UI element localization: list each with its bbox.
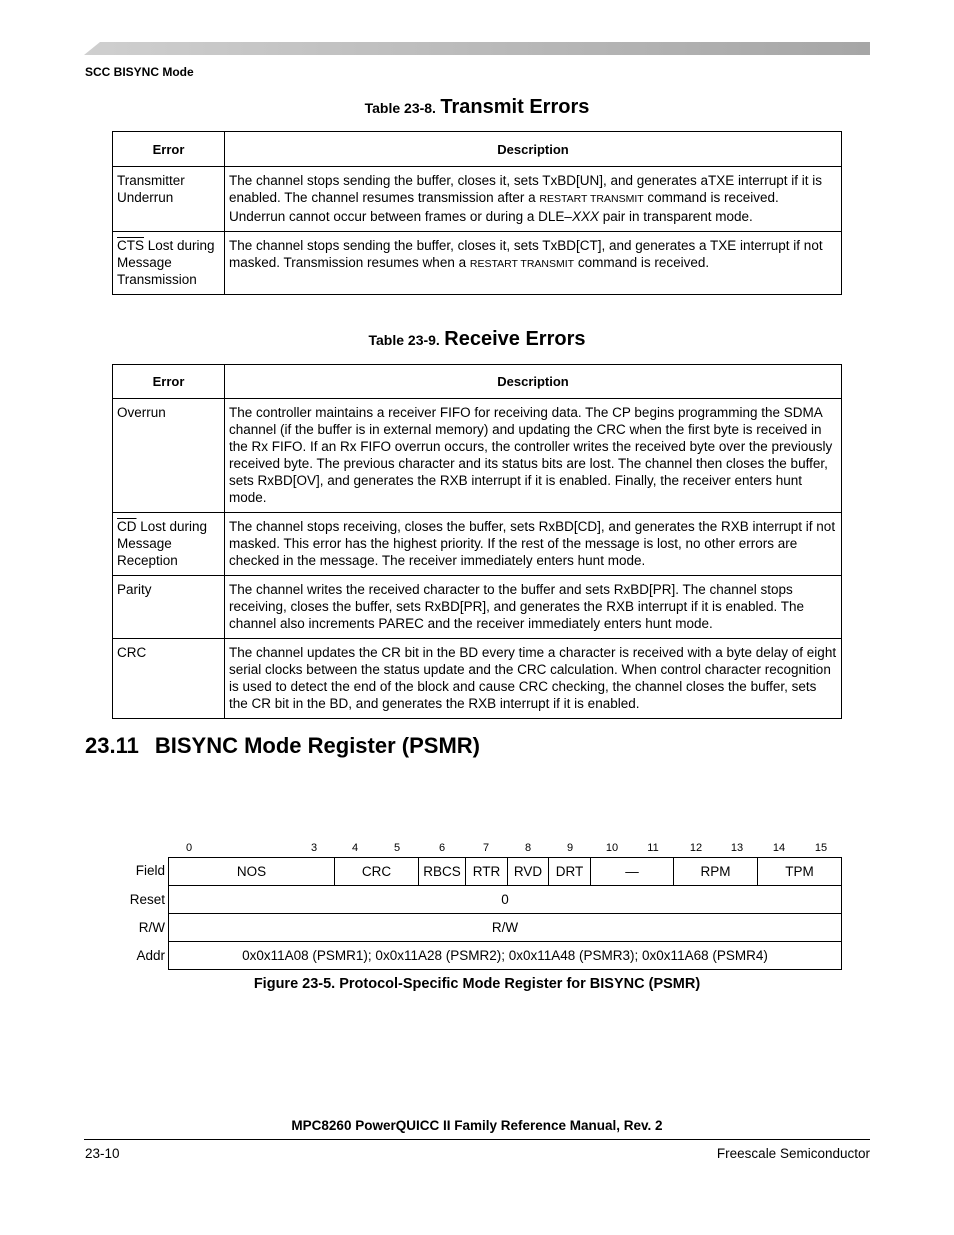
transmit-table-number: Table 23-8. <box>364 100 436 116</box>
error-name: Overrun <box>113 399 225 513</box>
publisher: Freescale Semiconductor <box>716 1146 870 1161</box>
footer-title: MPC8260 PowerQUICC II Family Reference Manual, Rev. 2 <box>291 1118 663 1133</box>
register-reset-value: 0 <box>168 886 842 914</box>
overlined-signal: $\overline{CD}$ <box>117 519 137 534</box>
receive-table-number: Table 23-9. <box>368 332 440 348</box>
row-label-field: Field <box>135 863 165 878</box>
field-tpm: TPM <box>758 857 842 886</box>
table-row <box>113 513 842 576</box>
bit-number: 5 <box>393 842 401 854</box>
running-head: SCC BISYNC Mode <box>85 65 194 79</box>
field-rpm: RPM <box>674 857 758 886</box>
error-name: Transmitter Underrun <box>113 167 225 232</box>
transmit-table-title: Transmit Errors <box>440 96 590 118</box>
error-description: The channel stops sending the buffer, closes it, sets TxBD[CT], and generates a TXE interrupt if not masked. Transmission resumes when a RESTART TRANSMIT command is received. <box>225 232 842 295</box>
page-number: 23-10 <box>85 1146 120 1161</box>
transmit-table-caption <box>112 96 842 119</box>
error-description: The channel updates the CR bit in the BD every time a character is received with a byte delay of eight serial clocks between the status update and the CRC calculation. When control character recognition is used to detect the end of the block and cause CRC checking, the channel closes the buffer, sets the CR bit in the BD, and generates the RXB interrupt if it is enabled. <box>225 639 842 719</box>
receive-table-title: Receive Errors <box>444 328 586 350</box>
bit-number: 13 <box>730 842 744 854</box>
error-description: The channel writes the received character to the buffer and sets RxBD[PR]. The channel stops receiving, closes the buffer, sets RxBD[PR], and generates the RXB interrupt if it is enabled. The channel also increments PAREC and the receiver immediately enters hunt mode. <box>225 576 842 639</box>
error-name: CRC <box>113 639 225 719</box>
footer-rule <box>84 1139 870 1140</box>
overlined-signal: $\overline{CTS}$ <box>117 238 144 253</box>
field-rbcs: RBCS <box>419 857 466 886</box>
error-name: $\overline{CTS}$ Lost during Message Transmission <box>113 232 225 295</box>
row-label-rw: R/W <box>138 920 165 935</box>
field-crc: CRC <box>335 857 419 886</box>
column-header-error: Error <box>113 365 225 399</box>
field-rtr: RTR <box>466 857 508 886</box>
table-row <box>113 232 842 295</box>
section-number: 23.11 <box>85 733 139 758</box>
bit-number: 7 <box>482 842 490 854</box>
bit-number: 9 <box>566 842 574 854</box>
bit-number: 11 <box>647 842 659 854</box>
register-address: 0x0x11A08 (PSMR1); 0x0x11A28 (PSMR2); 0x0x11A48 (PSMR3); 0x0x11A68 (PSMR4) <box>168 942 842 970</box>
column-header-description: Description <box>225 365 842 399</box>
italic-text: XXX <box>571 209 599 224</box>
field-nos: NOS <box>168 857 335 886</box>
table-row <box>113 167 842 232</box>
table-row <box>113 576 842 639</box>
bit-number: 15 <box>814 842 828 854</box>
error-description: The channel stops receiving, closes the buffer, sets RxBD[CD], and generates the RXB interrupt if not masked. This error has the highest priority. If the rest of the message is lost, no other errors are checked in the message. The receiver immediately enters hunt mode. <box>225 513 842 576</box>
bit-number: 14 <box>772 842 786 854</box>
bit-number: 3 <box>310 842 318 854</box>
section-title: BISYNC Mode Register (PSMR) <box>154 733 480 758</box>
field-reserved: — <box>591 857 674 886</box>
field-rvd: RVD <box>508 857 549 886</box>
column-header-description: Description <box>225 132 842 167</box>
table-header-row <box>113 365 842 399</box>
command-name: RESTART TRANSMIT <box>539 193 644 205</box>
command-name: RESTART TRANSMIT <box>469 258 575 270</box>
bit-number: 8 <box>524 842 532 854</box>
error-description: The channel stops sending the buffer, closes it, sets TxBD[UN], and generates aTXE interrupt if it is enabled. The channel resumes transmission after a RESTART TRANSMIT command is received. Underrun cannot occur between frames or during a DLE–XXX pair in transparent mode. <box>225 167 842 232</box>
bit-number: 0 <box>185 842 193 854</box>
table-header-row <box>113 132 842 167</box>
column-header-error: Error <box>113 132 225 167</box>
receive-errors-table <box>112 364 842 719</box>
bit-number: 6 <box>438 842 446 854</box>
table-row <box>113 399 842 513</box>
figure-caption: Figure 23-5. Protocol-Specific Mode Register for BISYNC (PSMR) <box>253 976 701 992</box>
error-description: The controller maintains a receiver FIFO for receiving data. The CP begins programming the SDMA channel (if the buffer is in external memory) and updating the CRC when the first byte is received in the Rx FIFO. If an Rx FIFO overrun occurs, the controller writes the received byte over the previously received byte. The previous character and its status bits are lost. The channel then closes the buffer, sets RxBD[OV], and generates the RXB interrupt if it is enabled. Finally, the receiver enters hunt mode. <box>225 399 842 513</box>
error-name: Parity <box>113 576 225 639</box>
transmit-errors-table <box>112 131 842 295</box>
table-row <box>113 639 842 719</box>
row-label-addr: Addr <box>136 948 165 963</box>
section-heading <box>85 733 480 759</box>
register-field-row <box>168 857 842 886</box>
bit-number: 12 <box>689 842 703 854</box>
bit-number: 10 <box>605 842 619 854</box>
row-label-reset: Reset <box>129 892 165 907</box>
field-drt: DRT <box>549 857 591 886</box>
register-access: R/W <box>168 914 842 942</box>
bit-number: 4 <box>351 842 359 854</box>
receive-table-caption <box>112 328 842 351</box>
header-bar <box>84 42 870 55</box>
error-name: $\overline{CD}$ Lost during Message Reception <box>113 513 225 576</box>
